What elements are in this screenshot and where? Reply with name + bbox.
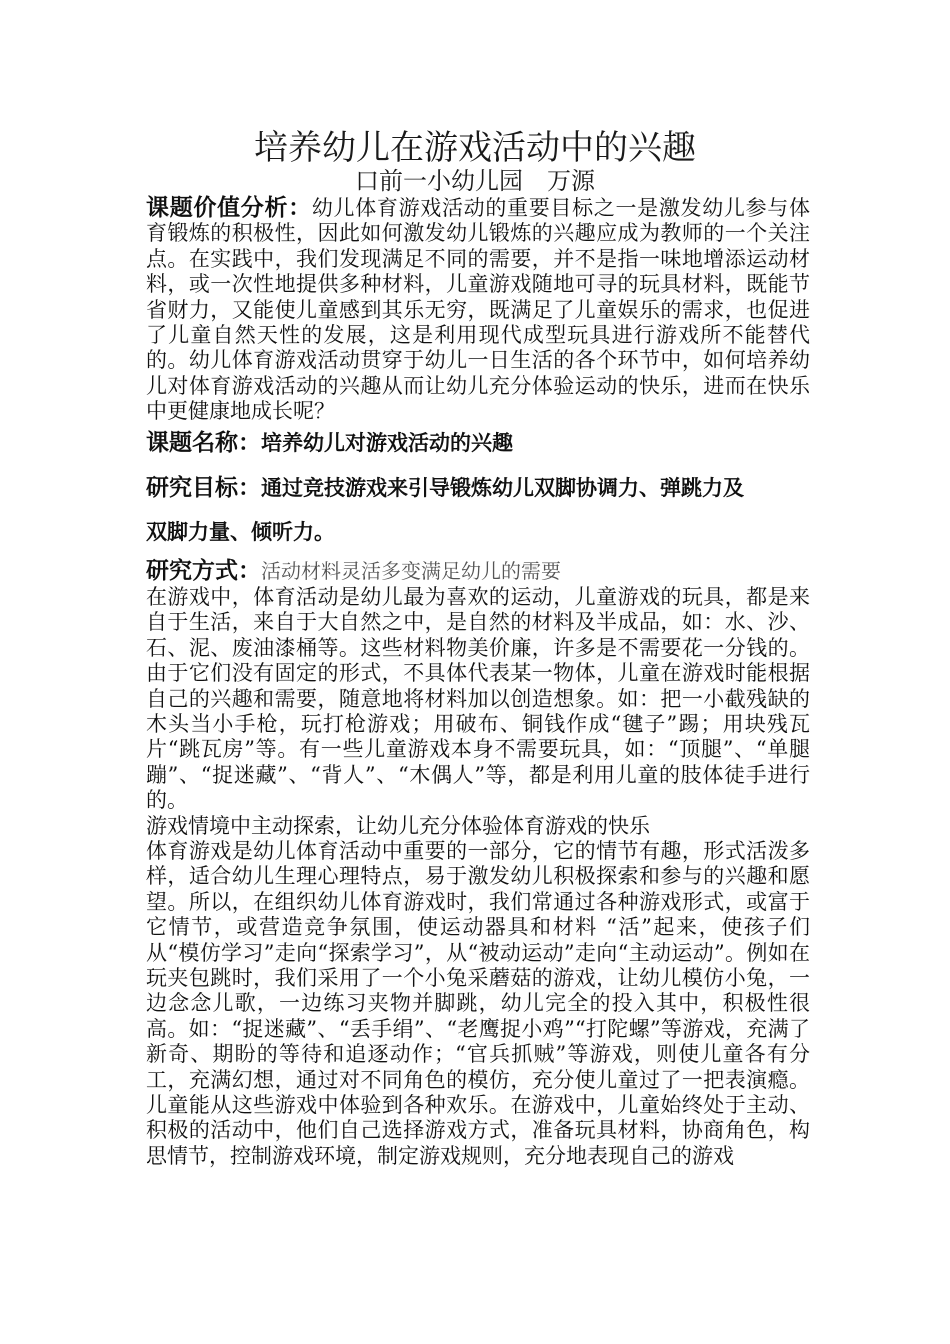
page-title: 培养幼儿在游戏活动中的兴趣	[254, 128, 696, 168]
section-text: 培养幼儿对游戏活动的兴趣	[261, 430, 513, 455]
document-body	[146, 196, 810, 1169]
section-value-analysis	[146, 196, 810, 425]
section-topic-name	[146, 431, 810, 456]
method-paragraph-1: 在游戏中，体育活动是幼儿最为喜欢的运动，儿童游戏的玩具，都是来自于生活，来自于大自然之中，是自然的材料及半成品，如：水、沙、石、泥、废油漆桶等。这些材料物美价廉，许多是不需要花一分钱的。由于它们没有固定的形式，不具体代表某一物体，儿童在游戏时能根据自己的兴趣和需要，随意地将材料加以创造想象。如：把一小截残缺的木头当小手枪，玩打枪游戏；用破布、铜钱作成“毽子”踢；用块残瓦片“跳瓦房”等。有一些儿童游戏本身不需要玩具，如：“顶腿”、“单腿蹦”、“捉迷藏”、“背人”、“木偶人”等，都是利用儿童的肢体徒手进行的。	[146, 584, 810, 813]
section-label: 研究目标：	[146, 475, 261, 502]
section-text: 通过竞技游戏来引导锻炼幼儿双脚协调力、弹跳力及	[261, 476, 744, 501]
section-research-goal-cont: 双脚力量、倾听力。	[146, 520, 335, 545]
section-text: 幼儿体育游戏活动的重要目标之一是激发幼儿参与体育锻炼的积极性，因此如何激发幼儿锻炼的兴趣应成为教师的一个关注点。在实践中，我们发现满足不同的需要，并不是指一味地增添运动材料，或一次性地提供多种材料，儿童游戏随地可寻的玩具材料，既能节省财力，又能使儿童感到其乐无穷，既满足了儿童娱乐的需求，也促进了儿童自然天性的发展，这是利用现代成型玩具进行游戏所不能替代的。幼儿体育游戏活动贯穿于幼儿一日生活的各个环节中，如何培养幼儿对体育游戏活动的兴趣从而让幼儿充分体验运动的快乐，进而在快乐中更健康地成长呢？	[146, 196, 810, 424]
section-label: 课题价值分析：	[146, 195, 312, 221]
method-heading-2: 游戏情境中主动探索，让幼儿充分体验体育游戏的快乐	[146, 813, 650, 838]
method-heading-1: 活动材料灵活多变满足幼儿的需要	[261, 559, 561, 584]
section-research-goal	[146, 472, 810, 504]
section-research-method	[146, 559, 810, 584]
section-label: 课题名称：	[146, 429, 261, 456]
method-paragraph-2: 体育游戏是幼儿体育活动中重要的一部分，它的情节有趣，形式活泼多样，适合幼儿生理心理特点，易于激发幼儿积极探索和参与的兴趣和愿望。所以，在组织幼儿体育游戏时，我们常通过各种游戏形式，或富于它情节，或营造竞争氛围，使运动器具和材料 “活”起来，使孩子们从“模仿学习”走向“探索学习”，从“被动运动”走向“主动运动”。例如在玩夹包跳时，我们采用了一个小兔采蘑菇的游戏，让幼儿模仿小兔，一边念念儿歌，一边练习夹物并脚跳，幼儿完全的投入其中，积极性很高。如：“捉迷藏”、“丢手绢”、“老鹰捉小鸡”“打陀螺”等游戏，充满了新奇、期盼的等待和追逐动作；“官兵抓贼”等游戏，则使儿童各有分工，充满幻想，通过对不同角色的模仿，充分使儿童过了一把表演瘾。儿童能从这些游戏中体验到各种欢乐。在游戏中，儿童始终处于主动、积极的活动中，他们自己选择游戏方式，准备玩具材料，协商角色，构思情节，控制游戏环境，制定游戏规则，充分地表现自己的游戏	[146, 838, 810, 1168]
author-byline: 口前一小幼儿园 万源	[355, 167, 595, 195]
section-label: 研究方式：	[146, 558, 261, 585]
